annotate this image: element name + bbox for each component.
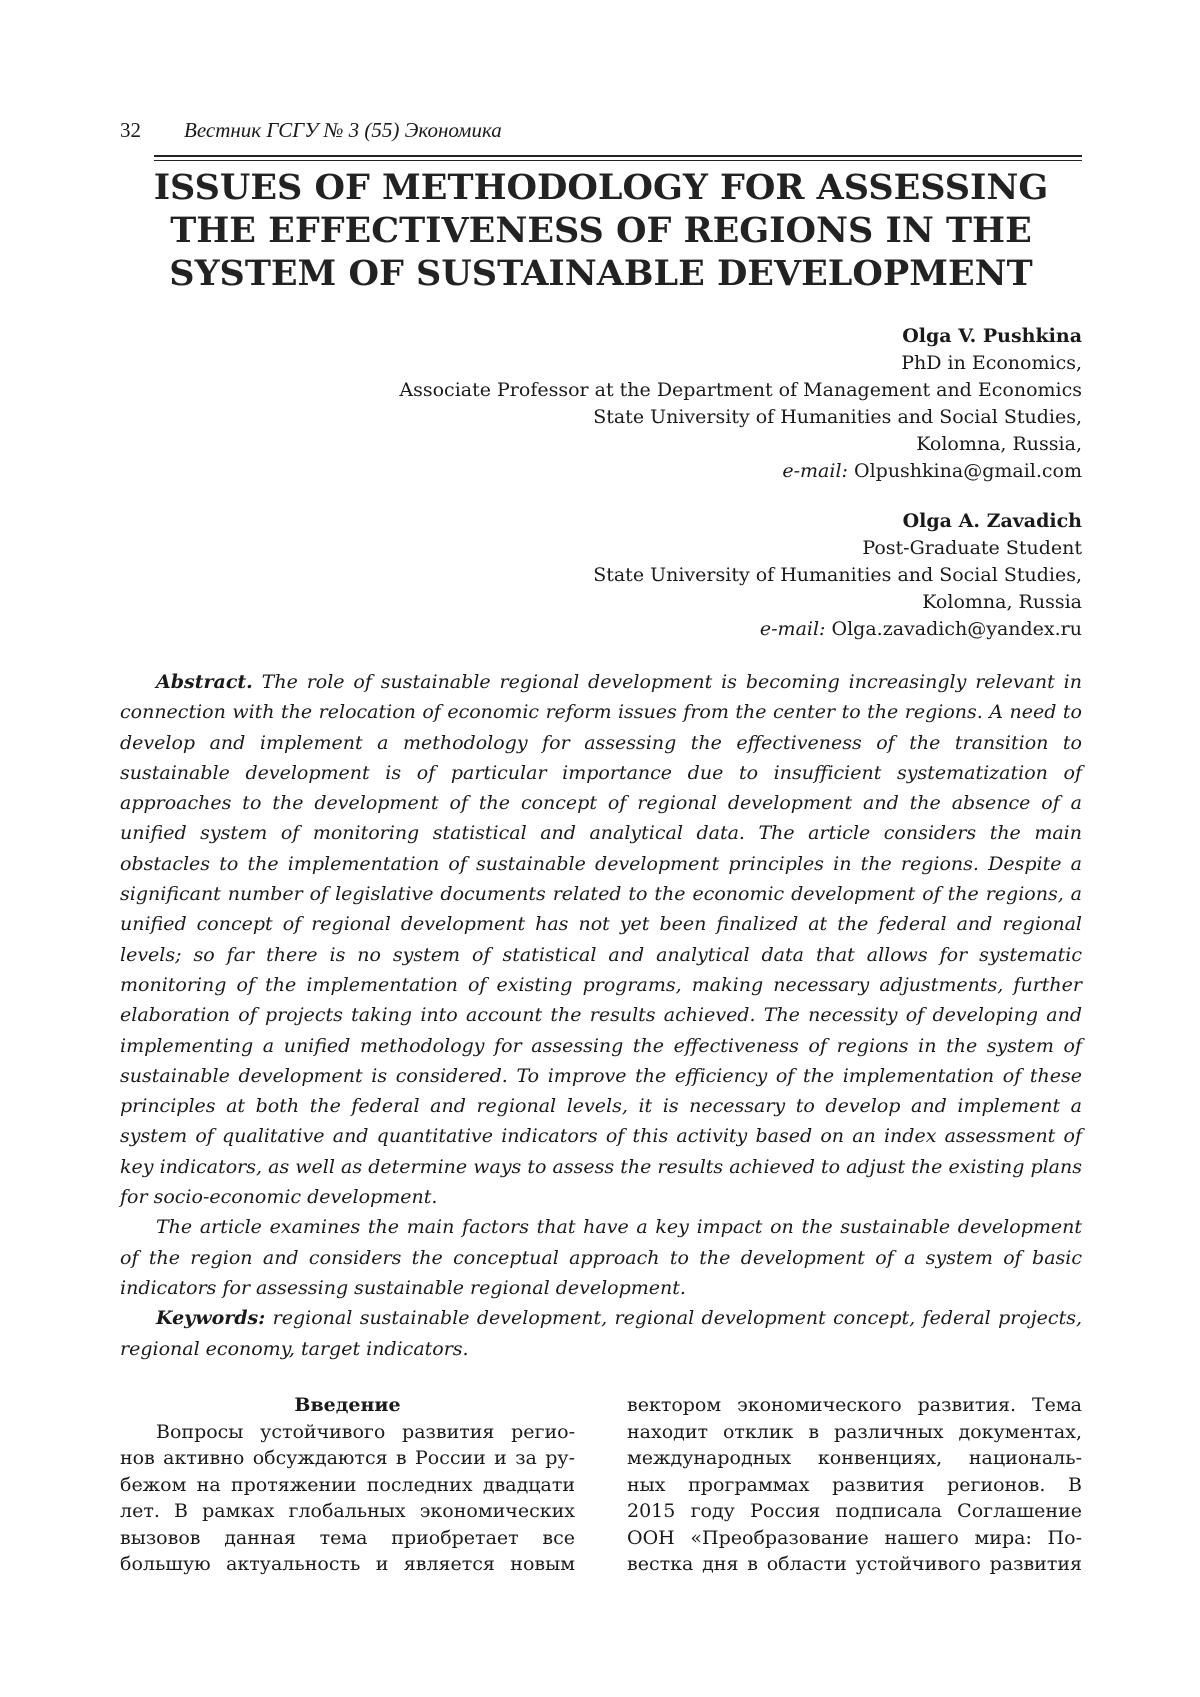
section-heading: Введение <box>294 1394 401 1416</box>
author-location: Kolomna, Russia <box>922 591 1082 613</box>
email-label: e-mail: <box>782 460 848 482</box>
body-line: 2015 году Россия подписала Соглашение <box>627 1500 1082 1522</box>
body-line: вестка дня в области устойчивого развития <box>627 1553 1082 1575</box>
body-line: лет. В рамках глобальных экономических <box>120 1500 575 1522</box>
body-line: вектором экономического развития. Тема <box>627 1394 1082 1416</box>
header-rule-thick <box>154 155 1082 157</box>
body-line: Вопросы устойчивого развития регио- <box>156 1420 575 1443</box>
abstract-paragraph <box>120 667 1082 1212</box>
keywords-text: regional sustainable development, regional development concept, federal projects, regional economy, target indicators. <box>120 1307 1082 1360</box>
body-line: большую актуальность и является новым <box>120 1553 575 1575</box>
body-line: бежом на протяжении последних двадцати <box>120 1473 575 1496</box>
author-block-2 <box>120 508 1082 643</box>
author-block-1 <box>120 323 1082 485</box>
author-location: Kolomna, Russia, <box>916 433 1082 455</box>
body-line: нов активно обсуждаются в России и за ру- <box>120 1447 575 1469</box>
title-line: THE EFFECTIVENESS OF REGIONS IN THE <box>170 210 1032 251</box>
keywords <box>120 1303 1082 1364</box>
author-affiliation: State University of Humanities and Social Studies, <box>593 406 1082 428</box>
body-line: ООН «Преобразование нашего мира: По- <box>627 1526 1082 1549</box>
author-affiliation: State University of Humanities and Social Studies, <box>593 564 1082 586</box>
author-position: Associate Professor at the Department of Management and Economics <box>399 379 1082 401</box>
body-line: вызовов данная тема приобретает все <box>120 1526 575 1549</box>
journal-title: Вестник ГСГУ № 3 (55) Экономика <box>184 118 502 142</box>
author-name: Olga V. Pushkina <box>902 325 1082 347</box>
page-number: 32 <box>120 118 141 142</box>
abstract <box>120 667 1082 1364</box>
body-line: международных конвенциях, националь- <box>627 1447 1082 1469</box>
title-line: SYSTEM OF SUSTAINABLE DEVELOPMENT <box>169 253 1033 294</box>
running-header <box>120 118 1082 146</box>
body-line: находит отклик в различных документах, <box>627 1420 1082 1443</box>
abstract-label: Abstract. <box>156 671 253 693</box>
header-rule-thin <box>154 160 1082 161</box>
body-line: ных программах развития регионов. В <box>627 1473 1082 1496</box>
author-degree: PhD in Economics, <box>901 352 1082 374</box>
email-label: e-mail: <box>759 618 826 640</box>
author-name: Olga A. Zavadich <box>902 510 1082 532</box>
author-email-line <box>120 616 1082 643</box>
author-email-line <box>120 458 1082 485</box>
body-column-left <box>120 1392 575 1578</box>
author-position: Post-Graduate Student <box>862 537 1082 559</box>
abstract-text: The role of sustainable regional development is becoming increasingly relevant in connection with the relocation of economic reform issues from the center to the regions. A need to develop and implement a methodology for assessing the effectiveness of the transition to sustainable development is of particular importance due to insufficient systematization of approaches to the development of the concept of regional development and the absence of a unified system of monitoring statistical and analytical data. The article considers the main obstacles to the implementation of sustainable development principles in the regions. Despite a significant number of legislative documents related to the economic development of the regions, a unified concept of regional development has not yet been finalized at the federal and regional levels; so far there is no system of statistical and analytical data that allows for systematic monitoring of the implementation of existing programs, making necessary adjustments, further elaboration of projects taking into account the results achieved. The necessity of developing and implementing a unified methodology for assessing the effectiveness of regions in the system of sustainable development is considered. To improve the efficiency of the implementation of these principles at both the federal and regional levels, it is necessary to develop and implement a system of qualitative and quantitative indicators of this activity based on an index assessment of key indicators, as well as determine ways to assess the results achieved to adjust the existing plans for socio-economic development. <box>120 671 1082 1209</box>
abstract-paragraph-2: The article examines the main factors that have a key impact on the sustainable development of the region and considers the conceptual approach to the development of a system of basic indicators for assessing sustainable regional development. <box>120 1216 1082 1299</box>
keywords-label: Keywords: <box>156 1307 266 1330</box>
author-email[interactable]: Olga.zavadich@yandex.ru <box>831 618 1082 640</box>
article-page <box>120 0 1082 1697</box>
author-email[interactable]: Olpushkina@gmail.com <box>854 460 1082 482</box>
title-line: ISSUES OF METHODOLOGY FOR ASSESSING <box>153 167 1049 208</box>
article-title <box>120 166 1082 295</box>
body-column-right <box>627 1392 1082 1578</box>
